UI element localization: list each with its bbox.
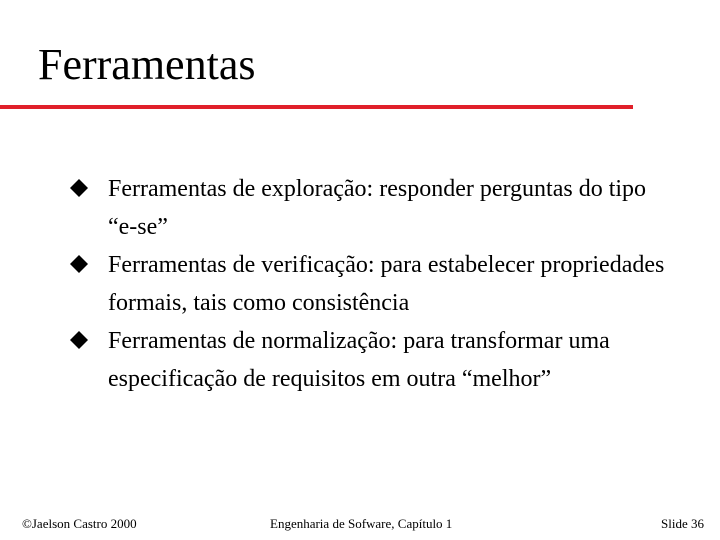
bullet-item bbox=[70, 322, 680, 398]
diamond-bullet-icon bbox=[70, 331, 88, 349]
bullet-item bbox=[70, 170, 680, 246]
diamond-bullet-icon bbox=[70, 179, 88, 197]
bullet-text: Ferramentas de normalização: para transformar uma especificação de requisitos em outra “melhor” bbox=[108, 328, 610, 392]
slide-title: Ferramentas bbox=[38, 40, 256, 89]
title-divider bbox=[0, 105, 633, 109]
bullet-text: Ferramentas de verificação: para estabelecer propriedades formais, tais como consistência bbox=[108, 252, 665, 316]
bullet-text: Ferramentas de exploração: responder perguntas do tipo “e-se” bbox=[108, 176, 647, 240]
footer-course-title: Engenharia de Sofware, Capítulo 1 bbox=[270, 516, 453, 531]
bullet-list bbox=[70, 170, 680, 398]
bullet-item bbox=[70, 246, 680, 322]
footer-copyright: ©Jaelson Castro 2000 bbox=[22, 516, 137, 531]
footer-slide-number: Slide 36 bbox=[661, 516, 704, 531]
diamond-bullet-icon bbox=[70, 255, 88, 273]
